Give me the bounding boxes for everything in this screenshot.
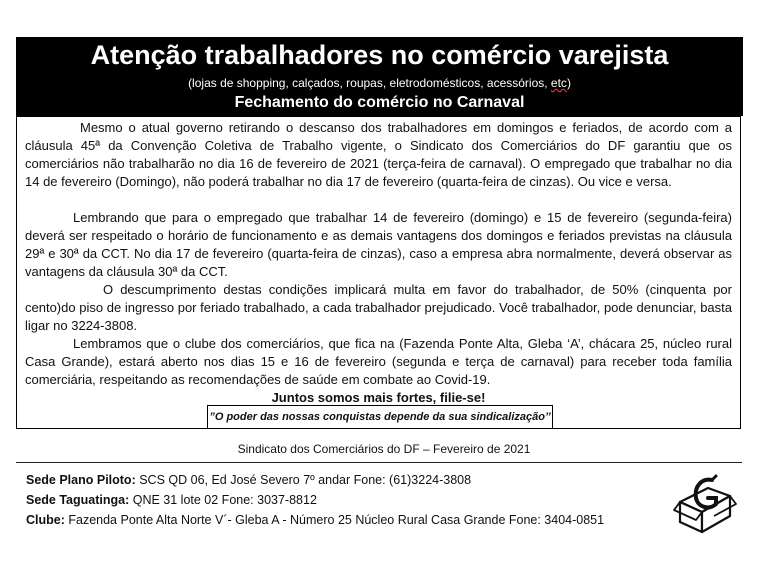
union-logo-icon [672, 472, 738, 534]
contact-label: Sede Taguatinga: [26, 493, 130, 507]
notice-body [16, 116, 741, 429]
divider [16, 462, 742, 463]
paragraph-2: Lembrando que para o empregado que trabalhar 14 de fevereiro (domingo) e 15 de fevereiro (segunda-feira) deverá ser respeitado o horário de funcionamento e as demais vantagens dos domingos e feriados previstas na cláusula 29ª e 30ª da CCT. No dia 17 de fevereiro (quarta-feira de cinzas), caso a empresa abra normalmente, deverá observar as vantagens da cláusula 30ª da CCT. [25, 210, 732, 279]
contact-item [26, 510, 604, 530]
signature: Sindicato dos Comerciários do DF – Fevereiro de 2021 [237, 442, 531, 456]
contact-label: Clube: [26, 513, 65, 527]
contact-text: Fazenda Ponte Alta Norte V´- Gleba A - Número 25 Núcleo Rural Casa Grande Fone: 3404-0851 [64, 513, 605, 527]
paragraph-1: Mesmo o atual governo retirando o descanso dos trabalhadores em domingos e feriados, de acordo com a cláusula 45ª da Convenção Coletiva de Trabalho vigente, o Sindicato dos Comerciários do DF garantiu que os comerciários não trabalharão no dia 16 de fevereiro de 2021 (terça-feira de carnaval). O empregado que trabalhar no dia 14 de fevereiro (Domingo), não poderá trabalhar no dia 17 de fevereiro (quarta-feira de cinzas). Ou vice e versa. [25, 120, 732, 189]
subtitle-etc: etc [550, 76, 567, 90]
paragraph-4: Lembramos que o clube dos comerciários, que fica na (Fazenda Ponte Alta, Gleba ‘A’, chácara 25, núcleo rural Casa Grande), estará aberto nos dias 15 e 16 de fevereiro (segunda e terça de carnaval) para receber toda família comerciária, respeitando as recomendações de saúde em combate ao Covid-19. [25, 336, 732, 387]
contact-text: SCS QD 06, Ed José Severo 7º andar Fone: (61)3224-3808 [135, 473, 472, 487]
contact-list [26, 470, 604, 530]
subtitle-main: (lojas de shopping, calçados, roupas, eletrodomésticos, acessórios, [188, 76, 551, 90]
contact-label: Sede Plano Piloto: [26, 473, 136, 487]
contact-text: QNE 31 lote 02 Fone: 3037-8812 [129, 493, 317, 507]
contact-item [26, 490, 604, 510]
slogan: Juntos somos mais fortes, filie-se! [271, 390, 486, 405]
paragraph-3: O descumprimento destas condições implicará multa em favor do trabalhador, de 50% (cinquenta por cento)do piso de ingresso por feriado trabalhado, a cada trabalhador prejudicado. Você trabalhador, pode denunciar, basta ligar no 3224-3808. [25, 282, 732, 333]
quote-box: ”O poder das nossas conquistas depende da sua sindicalização’’ [207, 405, 553, 429]
headline: Fechamento do comércio no Carnaval [234, 94, 525, 111]
subtitle [16, 75, 743, 91]
contact-item [26, 470, 604, 490]
header-banner [16, 37, 743, 116]
page-title: Atenção trabalhadores no comércio varejista [90, 40, 669, 70]
subtitle-end: ) [566, 76, 571, 90]
